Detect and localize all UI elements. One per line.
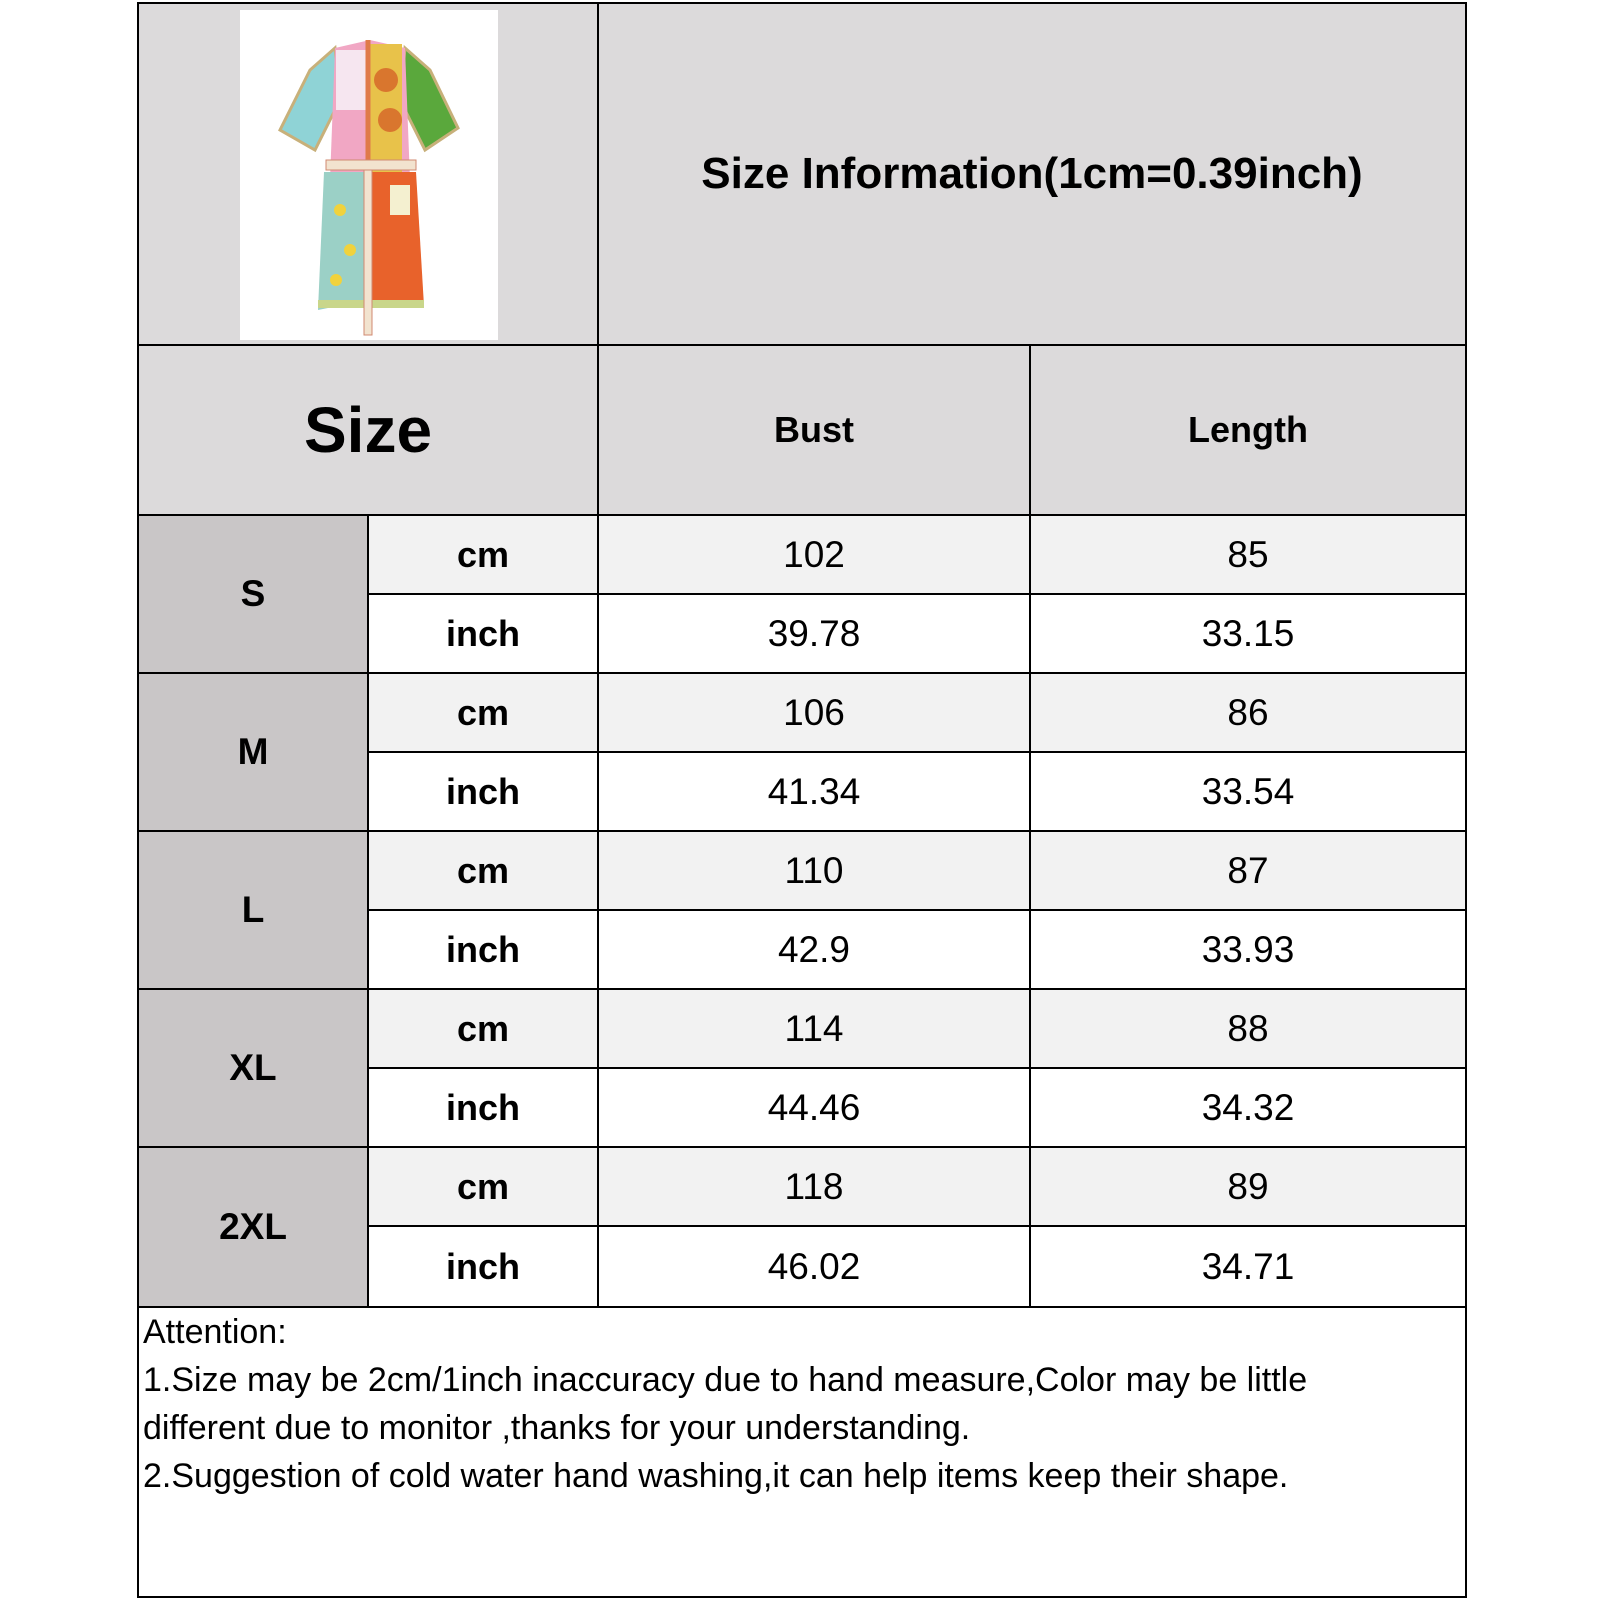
dress-illustration <box>240 10 498 340</box>
length-inch: 34.32 <box>1029 1067 1467 1148</box>
bust-inch: 39.78 <box>597 593 1031 674</box>
bust-inch: 46.02 <box>597 1225 1031 1308</box>
unit-label: cm <box>367 830 599 911</box>
length-cm: 87 <box>1029 830 1467 911</box>
unit-label: inch <box>367 1225 599 1308</box>
unit-label: inch <box>367 1067 599 1148</box>
length-inch: 34.71 <box>1029 1225 1467 1308</box>
size-s: S <box>137 514 369 674</box>
length-cm: 85 <box>1029 514 1467 595</box>
length-header: Length <box>1029 344 1467 516</box>
size-xl: XL <box>137 988 369 1148</box>
length-inch: 33.93 <box>1029 909 1467 990</box>
unit-label: cm <box>367 988 599 1069</box>
size-l: L <box>137 830 369 990</box>
size-header: Size <box>137 344 599 516</box>
product-image <box>240 10 498 340</box>
unit-label: inch <box>367 909 599 990</box>
size-2xl: 2XL <box>137 1146 369 1308</box>
unit-label: cm <box>367 672 599 753</box>
length-inch: 33.54 <box>1029 751 1467 832</box>
bust-cm: 110 <box>597 830 1031 911</box>
bust-cm: 102 <box>597 514 1031 595</box>
notes-line-1: 1.Size may be 2cm/1inch inaccuracy due to hand measure,Color may be little <box>143 1361 1308 1399</box>
unit-label: inch <box>367 593 599 674</box>
length-cm: 88 <box>1029 988 1467 1069</box>
notes-heading: Attention: <box>143 1313 287 1351</box>
bust-cm: 114 <box>597 988 1031 1069</box>
bust-header: Bust <box>597 344 1031 516</box>
bust-inch: 41.34 <box>597 751 1031 832</box>
length-cm: 89 <box>1029 1146 1467 1227</box>
unit-label: cm <box>367 514 599 595</box>
bust-cm: 106 <box>597 672 1031 753</box>
unit-label: cm <box>367 1146 599 1227</box>
length-cm: 86 <box>1029 672 1467 753</box>
bust-inch: 42.9 <box>597 909 1031 990</box>
notes-line-2: different due to monitor ,thanks for your understanding. <box>143 1409 971 1447</box>
bust-cm: 118 <box>597 1146 1031 1227</box>
size-m: M <box>137 672 369 832</box>
length-inch: 33.15 <box>1029 593 1467 674</box>
chart-title: Size Information(1cm=0.39inch) <box>597 2 1467 346</box>
attention-notes <box>137 1306 1467 1598</box>
bust-inch: 44.46 <box>597 1067 1031 1148</box>
notes-line-3: 2.Suggestion of cold water hand washing,it can help items keep their shape. <box>143 1457 1289 1495</box>
unit-label: inch <box>367 751 599 832</box>
